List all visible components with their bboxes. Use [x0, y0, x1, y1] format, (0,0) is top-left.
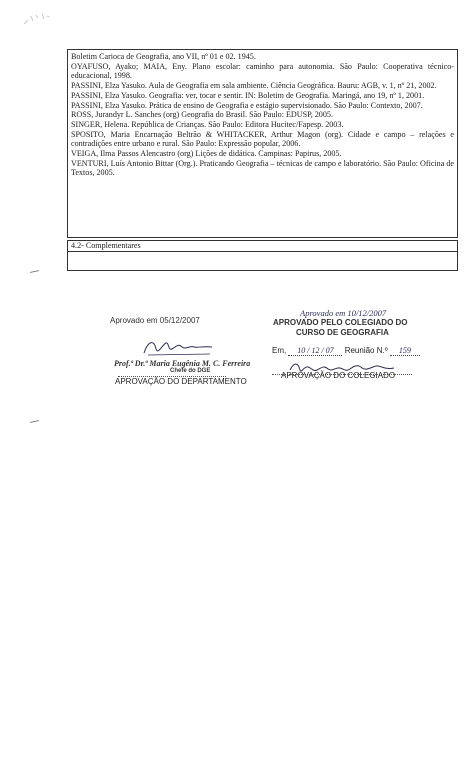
colegiado-stamp-line1: APROVADO PELO COLEGIADO DO	[273, 318, 408, 327]
department-signature	[138, 335, 218, 359]
meeting-prefix: Em,	[272, 346, 287, 355]
complementares-title: 4.2- Complementares	[68, 241, 457, 252]
margin-mark	[30, 420, 39, 423]
reference-item: SINGER, Helena. República de Crianças. São Paulo: Editora Hucitec/Fapesp. 2003.	[71, 119, 344, 129]
complementares-box	[67, 240, 458, 271]
colegiado-approved-handwritten: Aprovado em 10/12/2007	[300, 308, 387, 318]
margin-mark	[30, 270, 39, 273]
scan-artifact	[22, 12, 52, 26]
bibliography-box	[67, 49, 458, 238]
reference-item: VEIGA, Ilma Passos Alencastro (org) Lições de didática. Campinas: Papirus, 2005.	[71, 149, 342, 159]
department-stamp-name: Prof.ª Dr.ª Maria Eugênia M. C. Ferreira	[114, 359, 251, 368]
department-approved-date: Aprovado em 05/12/2007	[110, 316, 200, 325]
meeting-number: 159	[390, 346, 420, 356]
reference-item: SPOSITO, Maria Encarnação Beltrão & WHITACKER, Arthur Magon (org). Cidade e campo – relações e contradições entre urbano e rural. São Paulo: Expressão popular, 2006.	[71, 129, 454, 149]
reference-item: PASSINI, Elza Yasuko. Geografia: ver, tocar e sentir. IN: Boletim de Geografia. Maringá, ano 19, nº 1, 2001.	[71, 90, 425, 100]
colegiado-meeting-line	[272, 346, 420, 356]
reference-item: PASSINI, Elza Yasuko. Prática de ensino de Geografia e estágio supervisionado. São Paulo: Contexto, 2007.	[71, 100, 423, 110]
reference-item: OYAFUSO, Ayako; MAIA, Eny. Plano escolar: caminho para autonomia. São Paulo: Cooperativa técnico-educacional, 1998.	[71, 61, 454, 81]
colegiado-caption: APROVAÇÃO DO COLEGIADO	[281, 371, 396, 380]
department-stamp-role: Chefe do DGE	[170, 368, 211, 374]
department-caption: APROVAÇÃO DO DEPARTAMENTO	[115, 377, 247, 386]
meeting-label: Reunião N.º	[344, 346, 388, 355]
reference-item: PASSINI, Elza Yasuko. Aula de Geografia em sala ambiente. Ciência Geográfica. Bauru: AGB, v. 1, nº 21, 2002.	[71, 81, 437, 91]
reference-item: Boletim Carioca de Geografia, ano VII, nº 01 e 02. 1945.	[71, 52, 256, 61]
reference-item: ROSS, Jurandyr L. Sanches (org) Geografia do Brasil. São Paulo: EDUSP, 2005.	[71, 110, 333, 120]
meeting-date: 10 / 12 / 07	[288, 346, 342, 356]
reference-item: VENTURI, Luís Antonio Bittar (Org.). Praticando Geografia – técnicas de campo e laboratório. São Paulo: Oficina de Textos, 2005.	[71, 158, 454, 178]
colegiado-stamp-line2: CURSO DE GEOGRAFIA	[296, 328, 389, 337]
